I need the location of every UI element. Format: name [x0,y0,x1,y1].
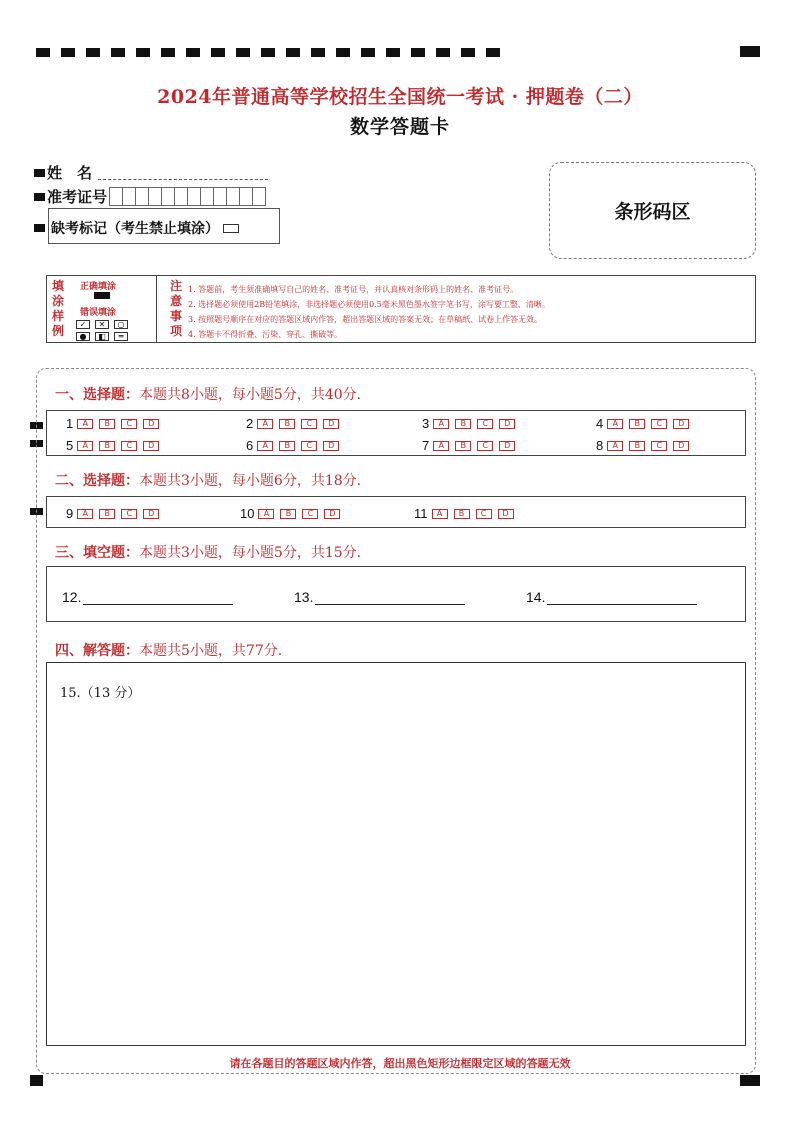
option-bubble-b[interactable]: B [455,441,471,451]
option-bubble-d[interactable]: D [673,419,689,429]
id-label: 准考证号 [47,188,108,206]
option-bubble-d[interactable]: D [143,441,159,451]
top-timing-marks [36,48,506,57]
option-bubble-a[interactable]: A [77,509,93,519]
option-bubble-d[interactable]: D [499,441,515,451]
question-7 [422,438,521,453]
note-item: 4. 答题卡不得折叠、污染、穿孔、撕破等。 [188,330,343,339]
wrong-sample: ✕ [95,320,109,329]
option-bubble-d[interactable]: D [498,509,514,519]
answer-line[interactable] [83,591,233,605]
section-desc: 本题共8小题，每小题5分，共40分. [139,387,362,403]
blank-13[interactable] [294,589,465,605]
fill-wrong-label: 错误填涂 [80,308,117,318]
bullet-mark [34,224,45,232]
option-bubble-d[interactable]: D [499,419,515,429]
answer-line[interactable] [547,591,697,605]
question-number: 4 [596,416,604,431]
question-number: 6 [246,438,254,453]
exam-title: 2024年普通高等学校招生全国统一考试 · 押题卷（二） [157,86,643,108]
barcode-label: 条形码区 [614,201,691,223]
option-bubble-b[interactable]: B [629,419,645,429]
bullet-mark [34,193,45,201]
wrong-sample: ✓ [76,320,90,329]
barcode-area [549,162,756,259]
option-bubble-b[interactable]: B [99,441,115,451]
option-bubble-a[interactable]: A [77,419,93,429]
fill-wrong-samples [76,332,128,341]
note-item: 3. 按照题号顺序在对应的答题区域内作答，超出答题区域的答案无效；在草稿纸、试卷上作答无效。 [188,315,543,324]
note-item: 1. 答题前，考生须准确填写自己的姓名、准考证号，并认真核对条形码上的姓名、准考证号。 [188,285,519,294]
option-bubble-c[interactable]: C [302,509,318,519]
option-bubble-a[interactable]: A [433,441,449,451]
fill-correct-sample [94,292,110,299]
note-item: 2. 选择题必须使用2B铅笔填涂，非选择题必须使用0.5毫米黑色墨水签字笔书写，涂写要工整、清晰。 [188,300,550,309]
option-bubble-d[interactable]: D [324,509,340,519]
section-head: 四、解答题： [55,643,139,659]
absent-label: 缺考标记（考生禁止填涂） [51,221,219,237]
question-number: 1 [66,416,74,431]
option-bubble-a[interactable]: A [258,509,274,519]
answer-line[interactable] [315,591,465,605]
option-bubble-c[interactable]: C [477,419,493,429]
option-bubble-d[interactable]: D [143,509,159,519]
section-heading [55,470,361,490]
option-bubble-c[interactable]: C [121,419,137,429]
question-number: 2 [246,416,254,431]
question-4 [596,416,695,431]
blank-14[interactable] [526,589,697,605]
bullet-mark [34,169,45,177]
section-desc: 本题共3小题，每小题5分，共15分. [139,545,362,561]
timing-mark [740,46,760,57]
option-bubble-b[interactable]: B [279,419,295,429]
notes-divider [156,275,157,343]
section-heading [55,542,361,562]
blank-number: 14. [526,589,546,605]
fill-example-label: 填涂样例 [51,279,64,338]
question-6 [246,438,345,453]
section-desc: 本题共5小题，共77分. [139,643,283,659]
notes-list [188,282,550,342]
option-bubble-c[interactable]: C [651,441,667,451]
section-head: 二、选择题： [55,473,139,489]
notes-label: 注意事项 [170,279,183,338]
option-bubble-b[interactable]: B [629,441,645,451]
option-bubble-c[interactable]: C [476,509,492,519]
card-title: 数学答题卡 [349,116,450,138]
option-bubble-a[interactable]: A [257,441,273,451]
fill-wrong-samples [76,320,128,329]
section-desc: 本题共3小题，每小题6分，共18分. [139,473,362,489]
option-bubble-b[interactable]: B [279,441,295,451]
absent-checkbox[interactable] [223,224,239,233]
option-bubble-b[interactable]: B [99,509,115,519]
question-3 [422,416,521,431]
wrong-sample: ◧ [95,332,109,341]
option-bubble-a[interactable]: A [77,441,93,451]
option-bubble-d[interactable]: D [323,419,339,429]
option-bubble-d[interactable]: D [323,441,339,451]
question-2 [246,416,345,431]
option-bubble-d[interactable]: D [143,419,159,429]
question-1 [66,416,165,431]
option-bubble-a[interactable]: A [433,419,449,429]
name-row [34,162,268,183]
section-heading [55,640,282,660]
option-bubble-a[interactable]: A [432,509,448,519]
option-bubble-a[interactable]: A [257,419,273,429]
option-bubble-d[interactable]: D [673,441,689,451]
question-number: 9 [66,506,74,521]
question-15-label: 15.（13 分） [60,686,141,701]
question-10 [240,506,346,521]
wrong-sample: ● [76,332,90,341]
section-heading [55,384,361,404]
question-number: 11 [414,506,428,521]
solution-box[interactable] [46,662,746,1046]
absent-mark [51,218,239,238]
footer-warning: 请在各题目的答题区域内作答，超出黑色矩形边框限定区域的答题无效 [229,1057,571,1070]
section-head: 三、填空题： [55,545,139,561]
question-number: 7 [422,438,430,453]
option-bubble-a[interactable]: A [607,419,623,429]
blank-number: 13. [294,589,314,605]
option-bubble-b[interactable]: B [280,509,296,519]
question-11 [414,506,520,521]
option-bubble-b[interactable]: B [99,419,115,429]
option-bubble-c[interactable]: C [477,441,493,451]
option-bubble-c[interactable]: C [301,419,317,429]
id-row [34,186,265,207]
wrong-sample: ═ [114,332,128,341]
blank-number: 12. [62,589,82,605]
option-bubble-b[interactable]: B [454,509,470,519]
name-field[interactable] [98,166,268,180]
option-bubble-c[interactable]: C [121,441,137,451]
id-boxes[interactable] [109,187,265,206]
blank-12[interactable] [62,589,233,605]
timing-mark [740,1075,760,1086]
option-bubble-a[interactable]: A [607,441,623,451]
option-bubble-c[interactable]: C [301,441,317,451]
option-bubble-c[interactable]: C [121,509,137,519]
question-number: 8 [596,438,604,453]
fill-correct-label: 正确填涂 [80,282,117,292]
question-number: 3 [422,416,430,431]
option-bubble-c[interactable]: C [651,419,667,429]
question-number: 5 [66,438,74,453]
wrong-sample: ○ [114,320,128,329]
name-label: 姓 名 [47,164,93,182]
question-9 [66,506,165,521]
option-bubble-b[interactable]: B [455,419,471,429]
question-5 [66,438,165,453]
question-number: 10 [240,506,255,521]
section-head: 一、选择题： [55,387,139,403]
question-8 [596,438,695,453]
timing-mark [30,1075,43,1086]
